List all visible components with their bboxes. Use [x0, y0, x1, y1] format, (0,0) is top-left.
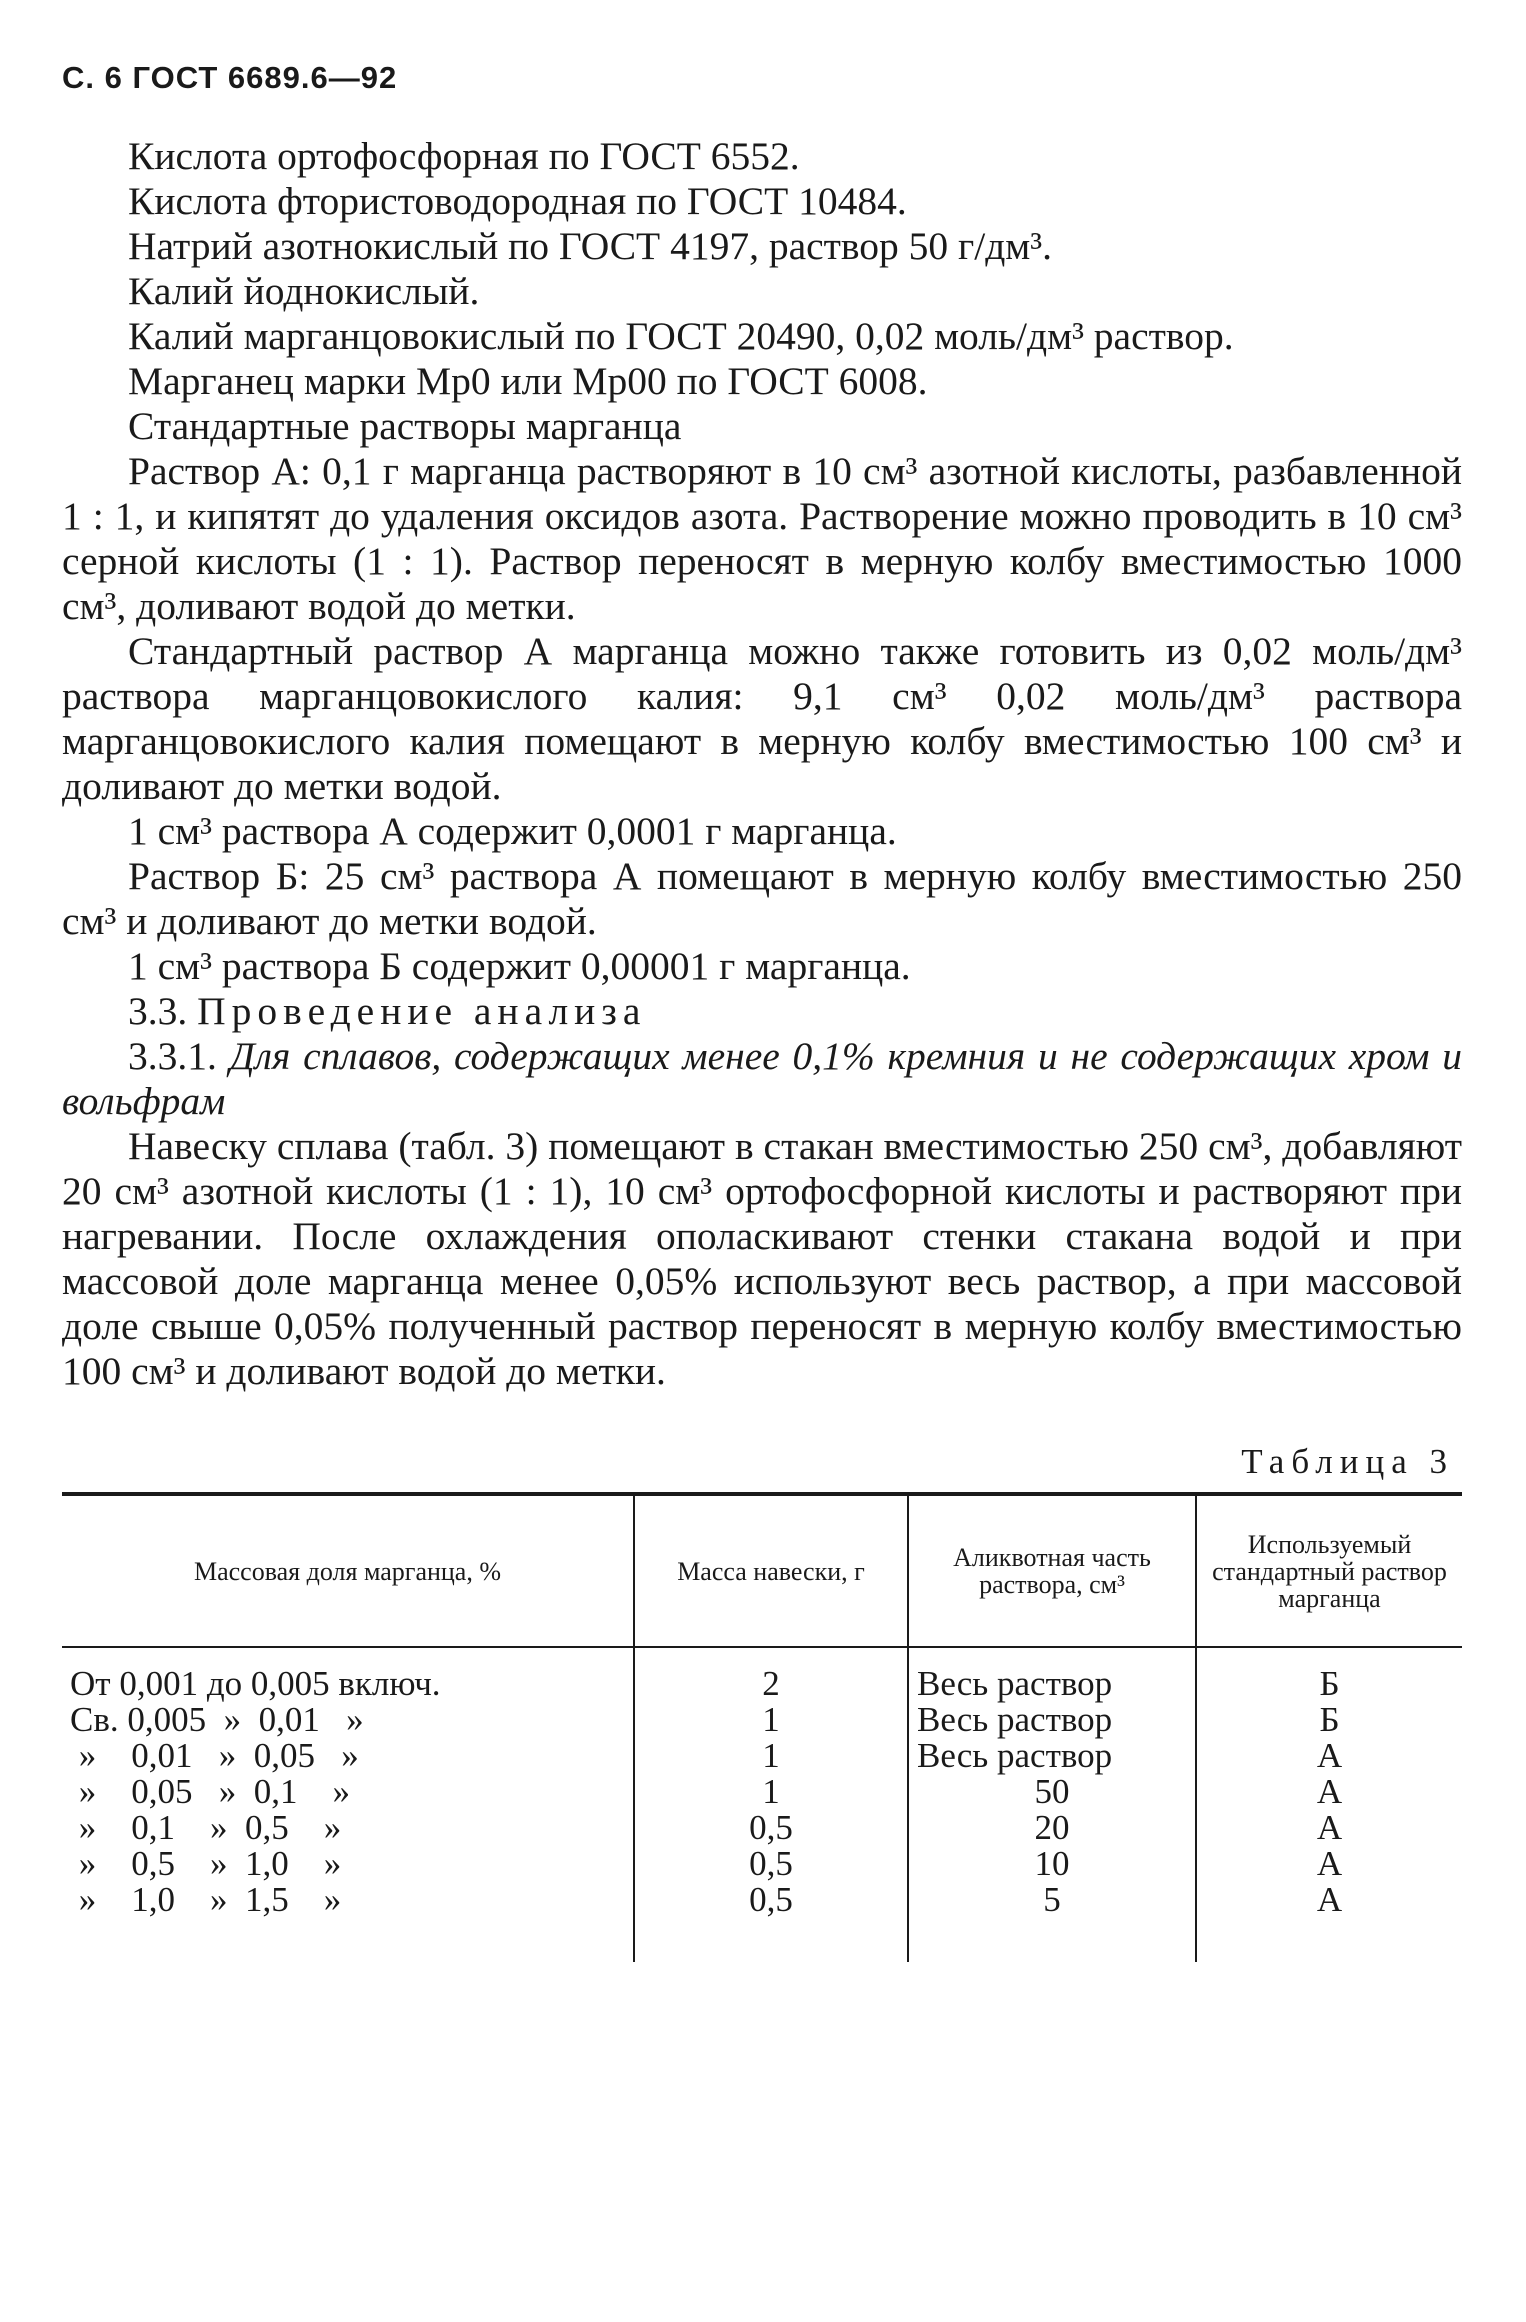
table-row	[62, 1846, 1462, 1882]
section-number: 3.3.	[128, 989, 188, 1033]
section-title: Проведение анализа	[197, 989, 647, 1033]
cell-sample-mass: 0,5	[634, 1846, 908, 1882]
table-header-row	[62, 1494, 1462, 1647]
data-table	[62, 1492, 1462, 1962]
table-row	[62, 1647, 1462, 1702]
cell-aliquot: 10	[908, 1846, 1196, 1882]
table-caption: Таблица 3	[1241, 1442, 1454, 1481]
cell-mass-fraction: » 0,5 » 1,0 »	[70, 1844, 342, 1883]
cell-standard-solution: А	[1196, 1882, 1462, 1962]
cell-sample-mass: 1	[634, 1738, 908, 1774]
cell-mass-fraction: Св. 0,005 » 0,01 »	[70, 1700, 364, 1739]
cell-mass-fraction: » 0,1 » 0,5 »	[70, 1808, 342, 1847]
table-row	[62, 1738, 1462, 1774]
table-row	[62, 1882, 1462, 1962]
table-row	[62, 1774, 1462, 1810]
paragraph: Кислота ортофосфорная по ГОСТ 6552.	[128, 134, 800, 178]
header-mass-fraction: Массовая доля марганца, %	[193, 1556, 502, 1586]
table-row	[62, 1702, 1462, 1738]
table-row	[62, 1810, 1462, 1846]
cell-mass-fraction: » 1,0 » 1,5 »	[70, 1880, 342, 1919]
cell-sample-mass: 1	[634, 1774, 908, 1810]
cell-standard-solution: Б	[1196, 1702, 1462, 1738]
cell-mass-fraction: От 0,001 до 0,005 включ.	[70, 1664, 441, 1703]
paragraph: Раствор Б: 25 см³ раствора А помещают в мерную колбу вместимостью 250 см³ и доливают до метки водой.	[62, 854, 1462, 943]
paragraph: 1 см³ раствора А содержит 0,0001 г марганца.	[128, 809, 897, 853]
paragraph: Калий марганцовокислый по ГОСТ 20490, 0,02 моль/дм³ раствор.	[128, 314, 1234, 358]
paragraph: Натрий азотнокислый по ГОСТ 4197, раствор 50 г/дм³.	[128, 224, 1053, 268]
page-header: С. 6 ГОСТ 6689.6—92	[62, 60, 398, 95]
section-heading	[62, 989, 1462, 1034]
cell-aliquot: Весь раствор	[908, 1702, 1196, 1738]
cell-aliquot: Весь раствор	[908, 1738, 1196, 1774]
document-page	[62, 60, 1462, 1962]
subsection-title: Для сплавов, содержащих менее 0,1% кремния и не содержащих хром и вольфрам	[62, 1034, 1463, 1123]
header-standard-solution: Используемый стандартный раствор марганца	[1196, 1494, 1462, 1647]
cell-aliquot: 20	[908, 1810, 1196, 1846]
paragraph: Кислота фтористоводородная по ГОСТ 10484.	[128, 179, 907, 223]
cell-aliquot: 50	[908, 1774, 1196, 1810]
cell-standard-solution: А	[1196, 1774, 1462, 1810]
paragraph: 1 см³ раствора Б содержит 0,00001 г марганца.	[128, 944, 911, 988]
cell-sample-mass: 1	[634, 1702, 908, 1738]
cell-standard-solution: А	[1196, 1810, 1462, 1846]
body-text	[62, 134, 1462, 1394]
cell-standard-solution: А	[1196, 1846, 1462, 1882]
cell-aliquot: 5	[908, 1882, 1196, 1962]
cell-sample-mass: 0,5	[634, 1882, 908, 1962]
subsection-heading	[62, 1034, 1462, 1124]
cell-aliquot: Весь раствор	[908, 1647, 1196, 1702]
paragraph: Раствор А: 0,1 г марганца растворяют в 10 см³ азотной кислоты, разбавленной 1 : 1, и кипятят до удаления оксидов азота. Растворение можно проводить в 10 см³ серной кислоты (1 : 1). Раствор переносят в мерную колбу вместимостью 1000 см³, доливают водой до метки.	[62, 449, 1462, 628]
table-body	[62, 1647, 1462, 1962]
paragraph: Стандартный раствор А марганца можно также готовить из 0,02 моль/дм³ раствора марганцовокислого калия: 9,1 см³ 0,02 моль/дм³ раствора марганцовокислого калия помещают в мерную колбу вместимостью 100 см³ и доливают до метки водой.	[62, 629, 1462, 808]
cell-standard-solution: Б	[1196, 1647, 1462, 1702]
paragraph: Марганец марки Мр0 или Мр00 по ГОСТ 6008.	[128, 359, 928, 403]
header-aliquot: Аликвотная часть раствора, см³	[908, 1494, 1196, 1647]
paragraph: Калий йоднокислый.	[128, 269, 480, 313]
paragraph: Стандартные растворы марганца	[128, 404, 682, 448]
subsection-number: 3.3.1.	[128, 1034, 217, 1078]
cell-mass-fraction: » 0,05 » 0,1 »	[70, 1772, 350, 1811]
paragraph-list	[62, 134, 1462, 989]
cell-sample-mass: 0,5	[634, 1810, 908, 1846]
procedure-paragraph: Навеску сплава (табл. 3) помещают в стакан вместимостью 250 см³, добавляют 20 см³ азотной кислоты (1 : 1), 10 см³ ортофосфорной кислоты и растворяют при нагревании. После охлаждения ополаскивают стенки стакана водой и при массовой доле марганца менее 0,05% используют весь раствор, а при массовой доле свыше 0,05% полученный раствор переносят в мерную колбу вместимостью 100 см³ и доливают водой до метки.	[62, 1124, 1462, 1393]
cell-standard-solution: А	[1196, 1738, 1462, 1774]
header-sample-mass: Масса навески, г	[634, 1494, 908, 1647]
cell-mass-fraction: » 0,01 » 0,05 »	[70, 1736, 359, 1775]
cell-sample-mass: 2	[634, 1647, 908, 1702]
